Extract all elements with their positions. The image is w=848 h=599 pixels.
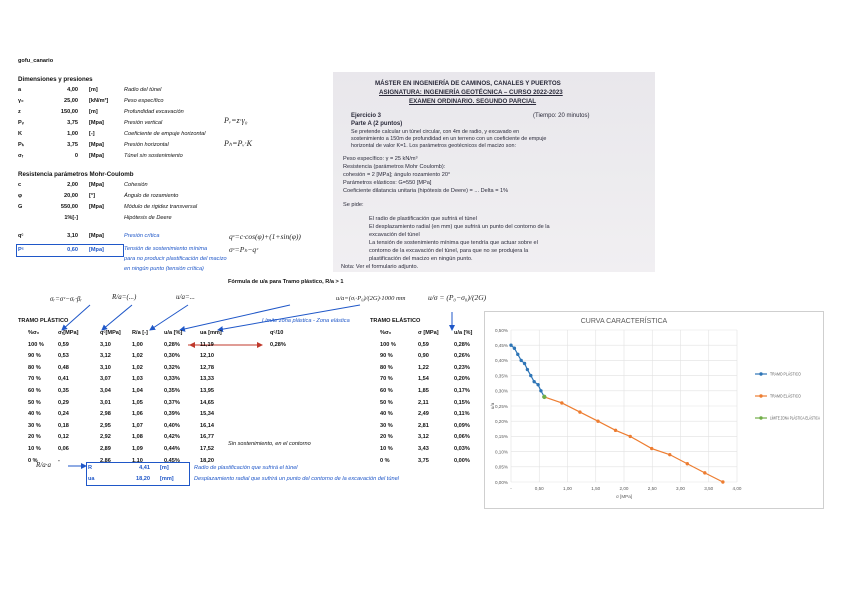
pc-unit: [Mpa] xyxy=(89,247,104,253)
result-value: 18,20 xyxy=(136,476,150,482)
table-cell: 1,22 xyxy=(418,364,429,371)
dims-symbol: Pᵥ xyxy=(18,120,24,126)
table-row xyxy=(18,374,318,386)
table-row xyxy=(370,444,480,456)
table-cell: 2,92 xyxy=(100,434,111,441)
data-point xyxy=(578,410,581,413)
table-cell: 16,14 xyxy=(200,422,214,429)
table-row xyxy=(370,421,480,433)
dims-symbol: z xyxy=(18,109,21,115)
table-cell: 1,00 xyxy=(132,341,143,348)
data-point xyxy=(596,420,599,423)
dims-symbol: K xyxy=(18,131,23,137)
table-cell: 0 % xyxy=(28,457,38,464)
pc-description-2: para no producir plastificación del macizo xyxy=(124,256,227,262)
table-cell: 3,43 xyxy=(418,445,429,452)
data-point xyxy=(686,462,689,465)
series-line xyxy=(544,397,723,482)
column-header: %σ₀ xyxy=(28,330,40,336)
table-cell: 18,20 xyxy=(200,457,214,464)
exam-statement-photo xyxy=(333,72,655,272)
table-cell: 3,12 xyxy=(418,434,429,441)
chart-canvas xyxy=(485,312,823,508)
y-tick-label: 0,40% xyxy=(494,358,508,364)
y-tick-label: 0,15% xyxy=(494,434,508,440)
x-tick-label: 3,00 xyxy=(676,486,685,491)
dims-description: Coeficiente de empuje horizontal xyxy=(124,131,206,137)
plastic-end-note: Sin sostenimiento, en el contorno xyxy=(228,441,311,447)
qc-value: 3,10 xyxy=(67,233,78,239)
y-tick-label: 0,30% xyxy=(494,388,508,394)
table-row xyxy=(18,398,318,410)
table-cell: 0,23% xyxy=(454,364,470,371)
data-point xyxy=(650,447,653,450)
legend-marker xyxy=(759,372,762,375)
table-cell: 3,10 xyxy=(100,364,111,371)
dims-symbol: σᵣ xyxy=(18,153,24,159)
column-header: σᵣ[MPa] xyxy=(58,330,79,336)
y-tick-label: 0,35% xyxy=(494,373,508,379)
qc-unit: [Mpa] xyxy=(89,233,104,239)
legend-label: TRAMO ELÁSTICO xyxy=(770,393,802,399)
dims-unit: [kN/m³] xyxy=(89,98,109,104)
dims-unit: [-] xyxy=(89,131,95,137)
table-cell: 0,33% xyxy=(164,376,180,383)
pc-symbol: Pᶜ xyxy=(18,247,24,253)
x-tick-label: 3,50 xyxy=(704,486,714,491)
dims-value: 1,00 xyxy=(67,131,78,137)
x-tick-label: 2,00 xyxy=(619,486,629,491)
table-cell: 2,95 xyxy=(100,422,111,429)
table-cell: 3,12 xyxy=(100,353,111,360)
mc-description: Ángulo de rozamiento xyxy=(124,193,179,199)
table-cell: 1,02 xyxy=(132,364,143,371)
table-cell: 17,52 xyxy=(200,445,214,452)
dims-unit: [Mpa] xyxy=(89,120,104,126)
data-point xyxy=(629,435,632,438)
table-cell: 1,54 xyxy=(418,376,429,383)
plastic-table-title: TRAMO PLÁSTICO xyxy=(18,318,69,324)
x-tick-label: - xyxy=(510,486,512,491)
table-cell: 0,15% xyxy=(454,399,470,406)
table-cell: 0,45% xyxy=(164,457,180,464)
table-cell: 70 % xyxy=(380,376,393,383)
table-cell: 80 % xyxy=(380,364,393,371)
characteristic-curve-chart xyxy=(484,311,824,509)
table-cell: 1,10 xyxy=(132,457,143,464)
section-title-dimensions: Dimensiones y presiones xyxy=(18,76,93,83)
table-cell: 40 % xyxy=(380,411,393,418)
data-point xyxy=(703,471,706,474)
photo-line-4: (Tiempo: 20 minutos) xyxy=(533,113,590,119)
y-tick-label: 0,50% xyxy=(494,327,508,333)
photo-line-14: Se pide: xyxy=(343,202,364,208)
result-unit: [mm] xyxy=(160,476,174,482)
data-point xyxy=(526,368,529,371)
mc-value: 550,00 xyxy=(60,204,78,210)
table-cell: 2,81 xyxy=(418,422,429,429)
photo-line-0: MÁSTER EN INGENIERÍA DE CAMINOS, CANALES Y PUERTOS xyxy=(375,80,561,87)
table-cell: 70 % xyxy=(28,376,41,383)
mc-value: 2,00 xyxy=(67,182,78,188)
table-cell: 60 % xyxy=(380,387,393,394)
photo-line-21: Nota: Ver el formulario adjunto. xyxy=(341,264,419,270)
table-cell: 1,08 xyxy=(132,434,143,441)
table-cell: 0,11% xyxy=(454,411,470,418)
formula-r-over-a: R/a=(...) xyxy=(112,293,137,301)
table-cell: 3,04 xyxy=(100,387,111,394)
table-cell: 1,09 xyxy=(132,445,143,452)
table-cell: 2,98 xyxy=(100,411,111,418)
dims-symbol: a xyxy=(18,87,22,93)
table-cell: 1,07 xyxy=(132,422,143,429)
photo-line-18: La tensión de sostenimiento mínima que tendría que actuar sobre el xyxy=(369,240,538,246)
y-tick-label: 0,00% xyxy=(494,479,508,485)
photo-line-13: Coeficiente dilatancia unitaria (hipótesis de Deere) = ... Delta = 1% xyxy=(343,188,509,194)
table-cell: 40 % xyxy=(28,411,41,418)
data-point xyxy=(539,389,542,392)
column-header: R/a [-] xyxy=(132,330,148,336)
table-cell: 3,10 xyxy=(100,341,111,348)
table-row xyxy=(370,409,480,421)
column-header: %σ₀ xyxy=(380,330,392,336)
legend-marker xyxy=(759,394,762,397)
table-cell: 0,24 xyxy=(58,411,69,418)
table-cell: 80 % xyxy=(28,364,41,371)
photo-line-6: Se pretende calcular un túnel circular, con 4m de radio, y excavado en xyxy=(351,129,520,135)
mc-value: 20,00 xyxy=(64,193,78,199)
table-row xyxy=(370,363,480,375)
table-cell: 0,53 xyxy=(58,353,69,360)
table-cell: 1,03 xyxy=(132,376,143,383)
table-cell: 0,29 xyxy=(58,399,69,406)
photo-line-1: ASIGNATURA: INGENIERÍA GEOTÉCNICA – CURSO 2022-2023 xyxy=(379,89,563,96)
dims-unit: [m] xyxy=(89,87,98,93)
table-cell: 1,02 xyxy=(132,353,143,360)
table-cell: 0,42% xyxy=(164,434,180,441)
y-tick-label: 0,05% xyxy=(494,464,508,470)
formula-qc: qᶜ=c·cos(φ)+(1+sin(φ)) xyxy=(229,232,301,241)
column-header: qᶜ[MPa] xyxy=(100,330,121,336)
table-header-row xyxy=(370,328,480,340)
dims-unit: [m] xyxy=(89,109,98,115)
column-header: qᶜ/10 xyxy=(270,330,284,336)
mc-symbol: φ xyxy=(18,193,23,199)
table-cell: 0,39% xyxy=(164,411,180,418)
table-row xyxy=(18,340,318,352)
table-row xyxy=(370,398,480,410)
x-axis-label: σ [MPa] xyxy=(615,494,633,499)
result-symbol: ua xyxy=(88,476,95,482)
table-row xyxy=(18,351,318,363)
pc-description-3: en ningún punto (tensión crítica) xyxy=(124,266,204,272)
table-row xyxy=(18,363,318,375)
dims-symbol: Pₕ xyxy=(18,142,24,148)
y-tick-label: 0,45% xyxy=(494,343,508,348)
data-point xyxy=(532,380,535,383)
dims-value: 3,75 xyxy=(67,120,78,126)
data-point xyxy=(513,347,516,350)
table-cell: 50 % xyxy=(28,399,41,406)
mc-symbol: c xyxy=(18,182,22,188)
table-cell: 0,28% xyxy=(164,341,180,348)
column-header: σ [MPa] xyxy=(418,330,439,336)
table-cell: 15,34 xyxy=(200,411,214,418)
table-row xyxy=(18,421,318,433)
dims-value: 0 xyxy=(74,153,78,159)
qc-description: Presión crítica xyxy=(124,233,160,239)
photo-line-11: cohesión = 2 [MPa]; ángulo rozamiento 20° xyxy=(343,172,451,178)
table-cell: 100 % xyxy=(380,341,396,348)
table-cell: 0,35 xyxy=(58,387,69,394)
table-row xyxy=(370,340,480,352)
formula-elastic: u/σ = (P₀−σ₀)/(2G) xyxy=(428,293,487,302)
data-point xyxy=(614,429,617,432)
mc-unit: [°] xyxy=(89,193,95,199)
table-cell: 0,48 xyxy=(58,364,69,371)
photo-line-7: sostenimiento a 150m de profundidad en un terreno con un coeficiente de empuje xyxy=(351,136,547,142)
table-cell: 50 % xyxy=(380,399,393,406)
table-cell: 20 % xyxy=(380,434,393,441)
author-label: gofu_canario xyxy=(18,58,54,64)
table-row xyxy=(370,374,480,386)
mc-value: 1%[-] xyxy=(64,215,78,221)
table-cell: - xyxy=(58,457,60,464)
table-cell: 13,95 xyxy=(200,387,214,394)
table-cell: 0,35% xyxy=(164,387,180,394)
table-cell: 2,11 xyxy=(418,399,429,406)
data-point xyxy=(536,383,539,386)
table-cell: 12,10 xyxy=(200,353,214,360)
table-cell: 0,17% xyxy=(454,387,470,394)
photo-line-17: excavación del túnel xyxy=(369,232,420,238)
pc-description-1: Tensión de sostenimiento mínima xyxy=(124,246,208,252)
mc-unit: [Mpa] xyxy=(89,182,104,188)
result-description: Desplazamiento radial que sufrirá un punto del contorno de la excavación del túnel xyxy=(194,476,399,482)
y-tick-label: 0,10% xyxy=(494,449,508,455)
table-cell: 2,89 xyxy=(100,445,111,452)
table-cell: 0,40% xyxy=(164,422,180,429)
legend-marker xyxy=(759,416,762,419)
mc-description: Módulo de rigidez transversal xyxy=(124,204,198,210)
result-value: 4,41 xyxy=(139,465,150,471)
data-point xyxy=(516,353,519,356)
dims-description: Presión horizontal xyxy=(124,142,169,148)
photo-line-15: El radio de plastificación que sufrirá el túnel xyxy=(369,216,477,222)
formula-ua-mm: u/a=(σᵣ·P₀)/(2G)·1000 mm xyxy=(336,295,406,302)
data-point xyxy=(519,359,522,362)
data-point xyxy=(509,344,512,347)
photo-line-20: plastificación del macizo en ningún punto. xyxy=(369,256,473,262)
table-row xyxy=(18,409,318,421)
table-cell: 90 % xyxy=(380,353,393,360)
data-point xyxy=(523,362,526,365)
table-cell: 0,28% xyxy=(270,341,286,348)
qc-symbol: qᶜ xyxy=(18,233,24,239)
plastic-formula-title: Fórmula de u/a para Tramo plástico, R/a > 1 xyxy=(228,279,344,285)
formula-results: R/a·a xyxy=(36,461,51,469)
formula-ph: Pₕ=Pᵥ·K xyxy=(224,139,252,148)
data-point xyxy=(560,401,563,404)
table-cell: 3,07 xyxy=(100,376,111,383)
dims-value: 25,00 xyxy=(64,98,78,104)
table-cell: 0,90 xyxy=(418,353,429,360)
table-cell: 3,01 xyxy=(100,399,111,406)
legend-label: LÍMITE ZONA PLÁSTICA-ELÁSTICA xyxy=(770,415,821,421)
table-cell: 1,04 xyxy=(132,387,143,394)
formula-pc: σᶜ=Pₕ−qᶜ xyxy=(229,245,259,254)
x-tick-label: 2,50 xyxy=(647,486,657,491)
table-cell: 14,65 xyxy=(200,399,214,406)
table-cell: 0,32% xyxy=(164,364,180,371)
table-cell: 100 % xyxy=(28,341,44,348)
mc-description: Cohesión xyxy=(124,182,148,188)
mc-symbol: G xyxy=(18,204,23,210)
x-tick-label: 4,00 xyxy=(732,486,742,491)
table-row xyxy=(370,351,480,363)
table-cell: 0,03% xyxy=(454,445,470,452)
dims-value: 3,75 xyxy=(67,142,78,148)
dims-description: Radio del túnel xyxy=(124,87,162,93)
column-header: u/a [%] xyxy=(454,330,473,336)
result-symbol: R xyxy=(88,465,93,471)
table-cell: 1,85 xyxy=(418,387,429,394)
dims-description: Presión vertical xyxy=(124,120,163,126)
table-cell: 90 % xyxy=(28,353,41,360)
table-cell: 0,37% xyxy=(164,399,180,406)
photo-line-19: contorno de la excavación del túnel, para que no se produjera la xyxy=(369,248,529,254)
mc-unit: [Mpa] xyxy=(89,204,104,210)
y-tick-label: 0,25% xyxy=(494,403,508,409)
column-header: u/a [%] xyxy=(164,330,183,336)
dims-unit: [Mpa] xyxy=(89,142,104,148)
data-point xyxy=(542,395,546,399)
table-cell: 12,78 xyxy=(200,364,214,371)
formula-pv: Pᵥ=z·γ₀ xyxy=(224,116,248,125)
table-cell: 0,12 xyxy=(58,434,69,441)
photo-line-16: El desplazamiento radial (en mm) que sufrirá un punto del contorno de la xyxy=(369,224,550,230)
table-cell: 0,06 xyxy=(58,445,69,452)
result-description: Radio de plastificación que sufrirá el túnel xyxy=(194,465,298,471)
table-cell: 0,18 xyxy=(58,422,69,429)
table-cell: 20 % xyxy=(28,434,41,441)
table-cell: 16,77 xyxy=(200,434,214,441)
y-axis-label: u/a xyxy=(490,402,495,410)
table-cell: 60 % xyxy=(28,387,41,394)
photo-line-2: EXAMEN ORDINARIO. SEGUNDO PARCIAL xyxy=(409,98,537,105)
table-cell: 0,28% xyxy=(454,341,470,348)
column-header: ua [mm] xyxy=(200,330,222,336)
table-cell: 2,49 xyxy=(418,411,429,418)
x-tick-label: 0,50 xyxy=(534,486,544,491)
table-cell: 30 % xyxy=(380,422,393,429)
elastic-table xyxy=(370,328,480,467)
table-cell: 1,06 xyxy=(132,411,143,418)
table-cell: 2,86 xyxy=(100,457,111,464)
table-row xyxy=(370,456,480,468)
table-cell: 3,75 xyxy=(418,457,429,464)
dims-description: Profundidad excavación xyxy=(124,109,184,115)
data-point xyxy=(721,480,724,483)
table-row xyxy=(18,386,318,398)
table-cell: 0,59 xyxy=(418,341,429,348)
x-tick-label: 1,50 xyxy=(591,486,601,491)
table-cell: 13,33 xyxy=(200,376,214,383)
table-cell: 10 % xyxy=(380,445,393,452)
legend-label: TRAMO PLÁSTICO xyxy=(770,371,802,377)
formula-ua: u/a=... xyxy=(176,293,195,301)
table-cell: 0,20% xyxy=(454,376,470,383)
photo-line-12: Parámetros elásticos: G=550 [MPa] xyxy=(343,180,432,186)
pc-value: 0,60 xyxy=(67,247,78,253)
result-unit: [m] xyxy=(160,465,169,471)
mc-description: Hipótesis de Deere xyxy=(124,215,172,221)
table-cell: 0 % xyxy=(380,457,390,464)
table-cell: 0,44% xyxy=(164,445,180,452)
table-row xyxy=(370,432,480,444)
formula-sigma-r: σᵣ=σᶜ−σᵣ·βᵣ xyxy=(50,295,83,303)
chart-title: CURVA CARACTERÍSTICA xyxy=(580,318,668,325)
limit-zone-note: Límite zona plástica - Zona elástica xyxy=(262,318,350,324)
dims-unit: [Mpa] xyxy=(89,153,104,159)
table-cell: 0,41 xyxy=(58,376,69,383)
elastic-table-title: TRAMO ELÁSTICO xyxy=(370,318,421,324)
dims-description: Túnel sin sostenimiento xyxy=(124,153,183,159)
dims-value: 150,00 xyxy=(60,109,78,115)
photo-line-9: Peso específico: γ = 25 kN/m³ xyxy=(343,156,418,162)
data-point xyxy=(668,453,671,456)
photo-line-8: horizontal de valor K=1. Los parámetros geotécnicos del macizo son: xyxy=(351,143,516,149)
section-title-mohr-coulomb: Resistencia parámetros Mohr-Coulomb xyxy=(18,171,134,178)
table-cell: 0,26% xyxy=(454,353,470,360)
dims-value: 4,00 xyxy=(67,87,78,93)
photo-line-10: Resistencia (parámetros Mohr Coulomb): xyxy=(343,164,446,170)
table-cell: 11,19 xyxy=(200,341,214,348)
table-cell: 10 % xyxy=(28,445,41,452)
table-cell: 0,06% xyxy=(454,434,470,441)
table-cell: 1,05 xyxy=(132,399,143,406)
table-cell: 0,59 xyxy=(58,341,69,348)
photo-line-5: Parte A (2 puntos) xyxy=(351,121,403,127)
data-point xyxy=(529,374,532,377)
x-tick-label: 1,00 xyxy=(563,486,572,491)
table-header-row xyxy=(18,328,318,340)
dims-symbol: γ₀ xyxy=(18,98,24,104)
table-cell: 0,00% xyxy=(454,457,470,464)
y-tick-label: 0,20% xyxy=(494,419,508,424)
table-cell: 30 % xyxy=(28,422,41,429)
dims-description: Peso específico xyxy=(124,98,164,104)
table-cell: 0,30% xyxy=(164,353,180,360)
table-cell: 0,09% xyxy=(454,422,470,429)
table-row xyxy=(370,386,480,398)
photo-line-3: Ejercicio 3 xyxy=(351,113,382,119)
